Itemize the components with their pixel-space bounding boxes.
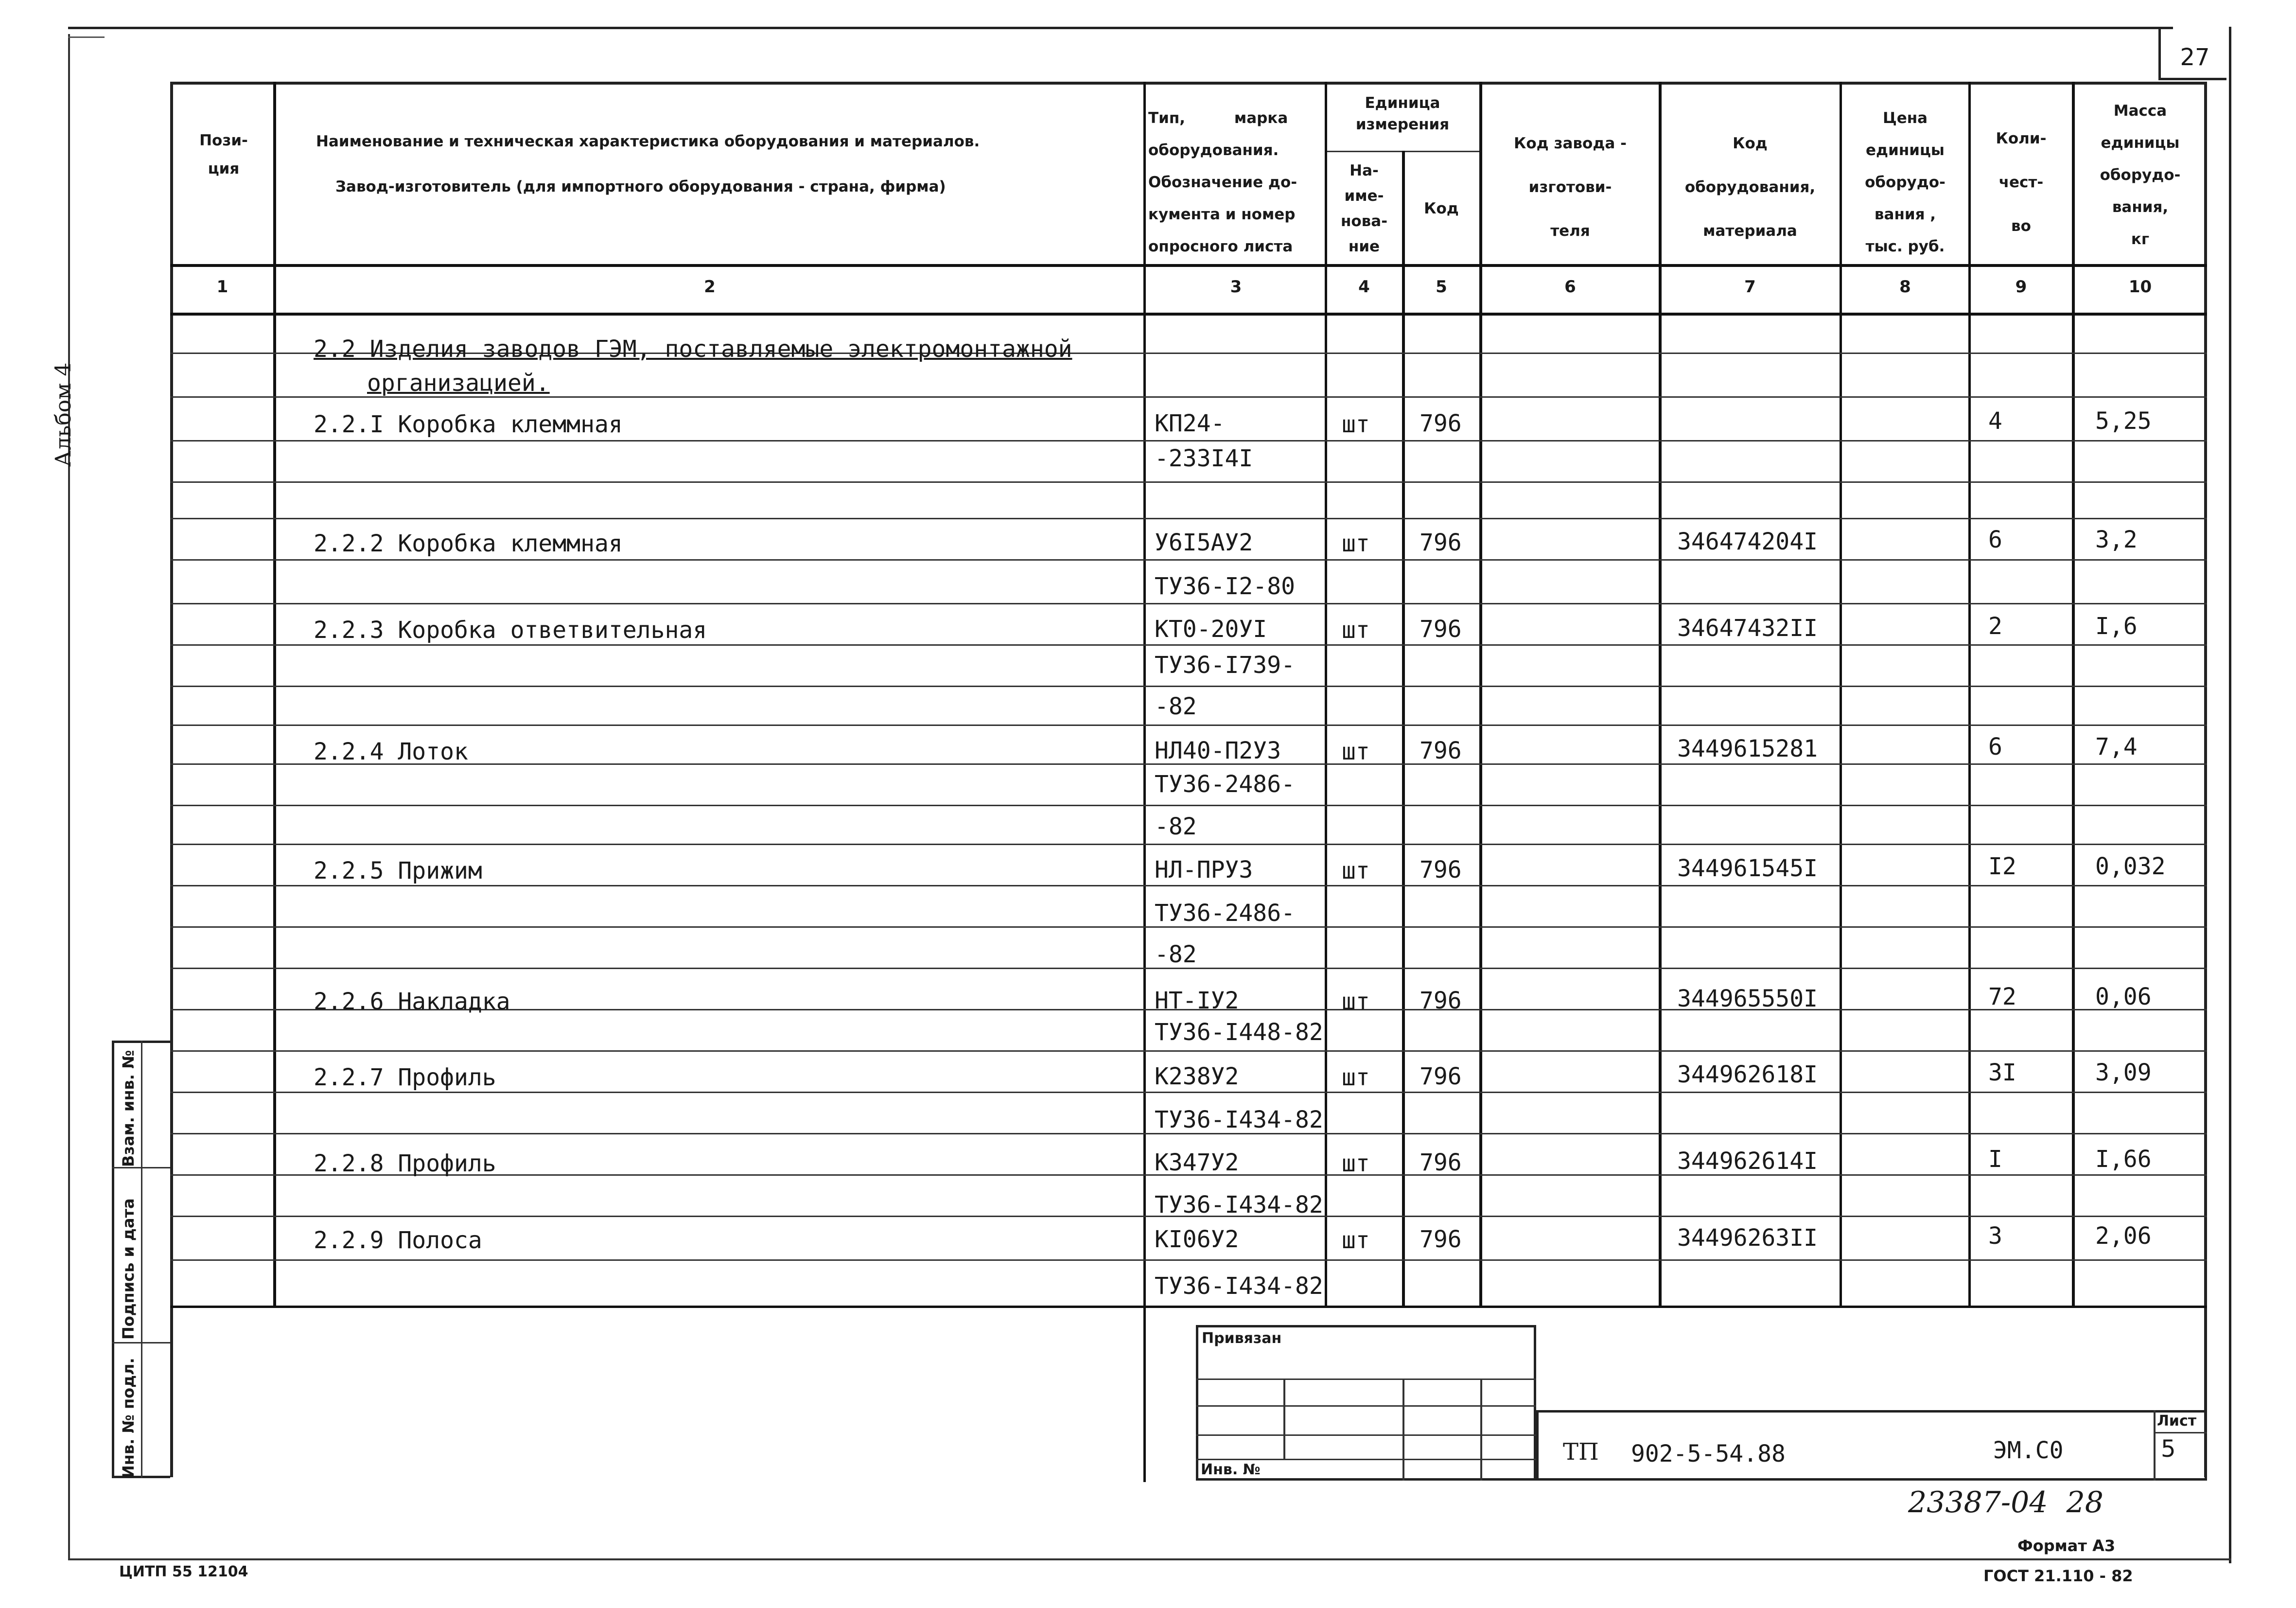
item-type: ТУ36-2486- — [1155, 771, 1295, 798]
col-number-1: 1 — [216, 277, 228, 297]
header-price-l1: Цена — [1882, 109, 1928, 127]
row-line — [170, 440, 2207, 442]
item-unit: шт — [1342, 857, 1370, 884]
item-name: 2.2.3 Коробка ответвительная — [314, 617, 707, 644]
item-type: КI06У2 — [1155, 1226, 1239, 1253]
header-unit-group-l2: измерения — [1355, 116, 1450, 133]
item-type: ТУ36-I2-80 — [1155, 573, 1295, 600]
item-mass: 3,2 — [2095, 526, 2138, 553]
header-type-l2: оборудования. — [1148, 141, 1279, 159]
item-unit-code: 796 — [1420, 1226, 1462, 1253]
col-number-2: 2 — [704, 277, 716, 297]
header-equip-code-l1: Код — [1733, 135, 1768, 152]
row-line — [170, 686, 2207, 687]
stamp-privyazan-box — [1196, 1325, 1536, 1481]
item-type: -233I4I — [1155, 445, 1253, 472]
item-code: 34647432II — [1677, 615, 1818, 642]
stamp-line — [1196, 1459, 1536, 1460]
item-type: -82 — [1155, 941, 1197, 968]
item-name: 2.2.7 Профиль — [314, 1064, 496, 1091]
stamp-line — [1196, 1405, 1536, 1407]
item-type: НЛ-ПРУЗ — [1155, 856, 1253, 884]
item-qty: 72 — [1988, 983, 2016, 1010]
header-factory-code — [1483, 122, 1658, 253]
col-number-6: 6 — [1564, 277, 1576, 297]
item-name: 2.2.2 Коробка клеммная — [314, 530, 623, 557]
item-code: 34496263II — [1677, 1224, 1818, 1252]
header-unit-name-l1: На- — [1350, 162, 1379, 179]
item-mass: 3,09 — [2095, 1059, 2152, 1086]
row-line — [170, 805, 2207, 806]
outer-frame-right — [2229, 27, 2231, 1563]
item-mass: 2,06 — [2095, 1222, 2152, 1250]
row-line — [170, 481, 2207, 483]
stamp-mark: ЭМ.С0 — [1993, 1437, 2064, 1464]
header-type — [1148, 102, 1323, 263]
item-qty: 6 — [1988, 526, 2002, 553]
header-equip-code — [1663, 122, 1838, 253]
item-name: 2.2.I Коробка клеммная — [314, 411, 623, 438]
header-position-l2: ция — [208, 160, 240, 177]
header-qty-l3: во — [2011, 217, 2031, 235]
stamp-list-line — [2154, 1432, 2207, 1433]
row-line — [170, 844, 2207, 845]
stamp-inv-label: Инв. № — [1201, 1461, 1261, 1478]
item-code: 346474204I — [1677, 528, 1818, 555]
header-unit-name — [1327, 158, 1401, 259]
side-stamp-sign: Подпись и дата — [119, 1198, 138, 1340]
item-mass: 5,25 — [2095, 407, 2152, 435]
col-number-9: 9 — [2015, 277, 2027, 297]
header-mass-l4: вания, — [2112, 198, 2169, 216]
item-code: 344962614I — [1677, 1148, 1818, 1175]
header-factory-code-l3: теля — [1550, 222, 1590, 240]
col-divider-6 — [1659, 82, 1662, 1307]
header-factory-code-l2: изготови- — [1528, 178, 1612, 196]
outer-frame-bottom — [68, 1558, 2231, 1560]
header-mass-l2: единицы — [2101, 134, 2180, 152]
item-mass: I,66 — [2095, 1146, 2152, 1173]
stamp-privyazan-label: Привязан — [1202, 1330, 1282, 1347]
item-type: ТУ36-I434-82 — [1155, 1106, 1323, 1133]
col-divider-8 — [1968, 82, 1971, 1307]
item-type: К347У2 — [1155, 1149, 1239, 1176]
row-line — [170, 1092, 2207, 1093]
handwritten-number: 23387-04 28 — [1908, 1485, 2103, 1520]
col-divider-7 — [1840, 82, 1842, 1307]
item-name: 2.2.4 Лоток — [314, 738, 468, 765]
header-price-l3: оборудо- — [1865, 174, 1945, 191]
header-mass-l5: кг — [2131, 230, 2150, 248]
stamp-line — [1196, 1434, 1536, 1436]
item-type: КП24- — [1155, 410, 1225, 437]
col-number-5: 5 — [1436, 277, 1447, 297]
col-number-4: 4 — [1358, 277, 1370, 297]
item-mass: 0,06 — [2095, 983, 2152, 1010]
item-code: 344962618I — [1677, 1061, 1818, 1088]
item-unit: шт — [1342, 1150, 1370, 1177]
header-qty-l1: Коли- — [1996, 130, 2047, 147]
item-unit-code: 796 — [1420, 856, 1462, 884]
section-title-line1: 2.2 Изделия заводов ГЭМ, поставляемые электромонтажной — [314, 336, 1072, 363]
outer-frame-left — [68, 34, 70, 1558]
item-type: КТ0-20УI — [1155, 616, 1267, 643]
item-unit: шт — [1342, 1227, 1370, 1254]
header-unit-code: Код — [1424, 200, 1459, 217]
header-equip-code-l2: оборудования, — [1684, 178, 1816, 196]
row-line — [170, 559, 2207, 561]
item-unit: шт — [1342, 988, 1370, 1015]
format-label: Формат А3 — [2017, 1537, 2116, 1555]
row-line — [170, 724, 2207, 726]
header-unit-name-l3: нова- — [1340, 212, 1388, 230]
row-line — [170, 1050, 2207, 1052]
col-number-3: 3 — [1230, 277, 1242, 297]
item-unit: шт — [1342, 1064, 1370, 1091]
corner-tick — [68, 36, 105, 38]
item-type: ТУ36-I739- — [1155, 652, 1295, 679]
side-stamp-inner — [141, 1041, 142, 1478]
header-factory-code-l1: Код завода - — [1514, 135, 1627, 152]
col-divider-1 — [273, 82, 276, 1307]
item-code: 344961545I — [1677, 855, 1818, 882]
item-qty: I2 — [1988, 853, 2016, 880]
item-type: -82 — [1155, 693, 1197, 720]
row-line — [170, 885, 2207, 886]
item-type: ТУ36-2486- — [1155, 900, 1295, 927]
item-name: 2.2.9 Полоса — [314, 1227, 482, 1254]
header-bottom-line — [170, 264, 2207, 267]
stamp-line — [1196, 1378, 1536, 1380]
side-stamp-vzam: Взам. инв. № — [119, 1050, 138, 1167]
header-price-l5: тыс. руб. — [1865, 238, 1945, 255]
item-type: НТ-IУ2 — [1155, 987, 1239, 1014]
colnum-bottom-line — [170, 313, 2207, 316]
col-number-8: 8 — [1899, 277, 1911, 297]
col-number-7: 7 — [1744, 277, 1756, 297]
item-name: 2.2.6 Накладка — [314, 988, 510, 1015]
sheet-corner-number: 27 — [2180, 44, 2210, 71]
col-divider-2 — [1143, 82, 1146, 1482]
header-type-l3: Обозначение до- — [1148, 174, 1297, 191]
item-qty: I — [1988, 1146, 2002, 1173]
album-label: Альбом 4 — [51, 362, 76, 467]
row-line — [170, 603, 2207, 604]
item-qty: 4 — [1988, 407, 2002, 435]
header-unit-group-l1: Единица — [1365, 94, 1440, 112]
header-mass — [2076, 95, 2205, 255]
header-unit-name-l2: име- — [1344, 187, 1384, 205]
item-type: ТУ36-I434-82 — [1155, 1191, 1323, 1219]
header-mass-l1: Масса — [2113, 102, 2167, 120]
item-type: НЛ40-П2УЗ — [1155, 737, 1281, 764]
header-qty-l2: чест- — [1998, 174, 2044, 191]
header-equip-code-l3: материала — [1703, 222, 1797, 240]
stamp-doc-number: 902-5-54.88 — [1631, 1440, 1786, 1467]
item-unit-code: 796 — [1420, 1063, 1462, 1090]
header-name-l2: Завод-изготовитель (для импортного оборудования - страна, фирма) — [335, 178, 946, 195]
item-qty: 3 — [1988, 1222, 2002, 1250]
col-divider-4 — [1402, 151, 1405, 1306]
item-unit: шт — [1342, 617, 1370, 644]
col-number-10: 10 — [2128, 277, 2152, 297]
header-mass-l3: оборудо- — [2100, 166, 2181, 184]
item-qty: 3I — [1988, 1059, 2016, 1086]
header-type-l4: кумента и номер — [1148, 206, 1296, 223]
header-name-l1: Наименование и техническая характеристика оборудования и материалов. — [316, 133, 980, 150]
header-qty — [1971, 117, 2071, 248]
stamp-vline — [1480, 1378, 1482, 1481]
stamp-tp: ТП — [1563, 1438, 1599, 1466]
header-type-l1: Тип, марка — [1148, 109, 1288, 127]
header-price — [1842, 102, 1968, 263]
header-price-l2: единицы — [1866, 141, 1945, 159]
item-unit: шт — [1342, 411, 1370, 438]
item-code: 3449615281 — [1677, 735, 1818, 762]
side-stamp-inv: Инв. № подл. — [119, 1358, 138, 1478]
item-name: 2.2.8 Профиль — [314, 1150, 496, 1177]
item-type: ТУ36-I448-82 — [1155, 1019, 1323, 1046]
header-unit-group — [1327, 92, 1478, 135]
item-mass: 0,032 — [2095, 853, 2166, 880]
header-type-l5: опросного листа — [1148, 238, 1293, 255]
item-type: У6I5АУ2 — [1155, 529, 1253, 556]
header-unit-name-l4: ние — [1348, 238, 1380, 255]
item-type: ТУ36-I434-82 — [1155, 1272, 1323, 1300]
stamp-list-value: 5 — [2161, 1435, 2176, 1463]
stamp-list-divider — [2154, 1410, 2156, 1481]
table-body-bottom — [170, 1306, 2207, 1308]
item-unit-code: 796 — [1420, 616, 1462, 643]
header-position — [175, 126, 272, 183]
bottom-left-code: ЦИТП 55 12104 — [119, 1563, 248, 1580]
outer-frame-top — [68, 27, 2173, 29]
item-mass: 7,4 — [2095, 733, 2138, 760]
row-line — [170, 1259, 2207, 1261]
row-line — [170, 518, 2207, 519]
row-line — [170, 644, 2207, 646]
col-divider-3 — [1325, 82, 1327, 1307]
item-unit-code: 796 — [1420, 529, 1462, 556]
header-price-l4: вания , — [1874, 206, 1936, 223]
item-unit-code: 796 — [1420, 737, 1462, 764]
section-title-line2: организацией. — [367, 370, 550, 397]
item-unit-code: 796 — [1420, 410, 1462, 437]
item-unit-code: 796 — [1420, 1149, 1462, 1176]
header-position-l1: Пози- — [199, 132, 248, 149]
item-mass: I,6 — [2095, 613, 2138, 640]
item-qty: 6 — [1988, 733, 2002, 760]
item-unit: шт — [1342, 530, 1370, 557]
item-unit-code: 796 — [1420, 987, 1462, 1014]
stamp-vline — [1402, 1378, 1404, 1481]
stamp-list-label: Лист — [2157, 1413, 2197, 1430]
item-name: 2.2.5 Прижим — [314, 857, 482, 884]
item-type: -82 — [1155, 813, 1197, 840]
item-qty: 2 — [1988, 613, 2002, 640]
gost-label: ГОСТ 21.110 - 82 — [1983, 1567, 2133, 1585]
item-unit: шт — [1342, 738, 1370, 765]
stamp-vline — [1283, 1378, 1285, 1459]
item-type: К238У2 — [1155, 1063, 1239, 1090]
col-divider-9 — [2072, 82, 2075, 1307]
item-code: 344965550I — [1677, 985, 1818, 1012]
col-divider-5 — [1479, 82, 1482, 1307]
